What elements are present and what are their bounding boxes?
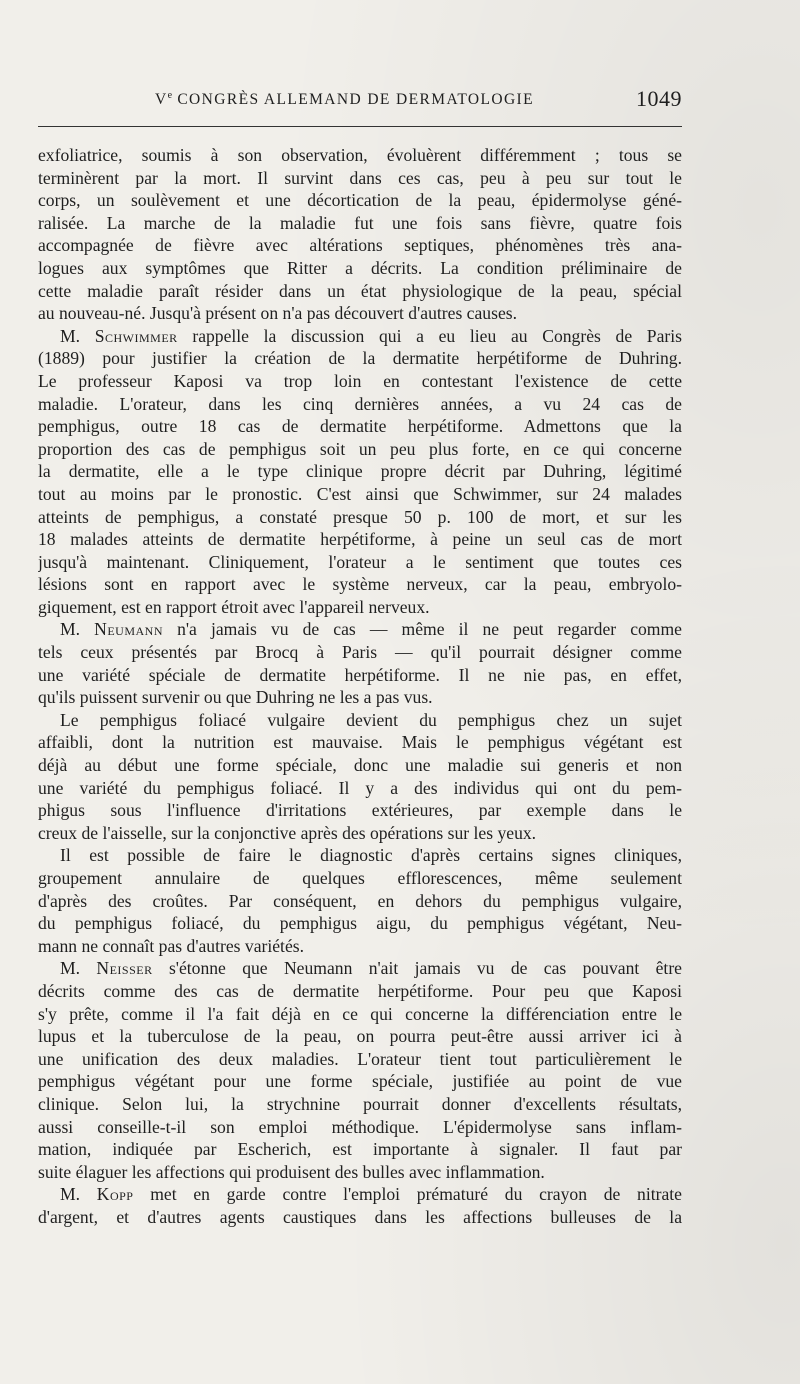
line-rest: rappelle la discussion qui a eu lieu au Congrès de Paris bbox=[177, 325, 682, 346]
text-line: (1889) pour justifier la création de la dermatite herpétiforme de Duhring. bbox=[38, 348, 682, 369]
text-line bbox=[38, 1183, 682, 1206]
text-line: qu'ils puissent survenir ou que Duhring ne les a pas vus. bbox=[38, 687, 433, 708]
text-line: mation, indiquée par Escherich, est importante à signaler. Il faut par bbox=[38, 1139, 682, 1160]
text-line: lésions sont en rapport avec le système nerveux, car la peau, embryolo- bbox=[38, 574, 682, 595]
body-text bbox=[38, 144, 682, 1229]
line-prefix: M. bbox=[60, 619, 95, 640]
text-line: groupement annulaire de quelques efflorescences, même seulement bbox=[38, 868, 682, 888]
header-rule bbox=[38, 126, 682, 127]
text-line: Le pemphigus foliacé vulgaire devient du pemphigus chez un sujet bbox=[60, 709, 682, 730]
text-line: corps, un soulèvement et une décortication de la peau, épidermolyse géné- bbox=[38, 190, 682, 211]
text-line: suite élaguer les affections qui produisent des bulles avec inflammation. bbox=[38, 1161, 545, 1182]
text-line: s'y prête, comme il l'a fait déjà en ce qui concerne la différenciation entre le bbox=[38, 1003, 682, 1024]
text-line bbox=[38, 618, 682, 641]
text-line: une unification des deux maladies. L'orateur tient tout particulièrement le bbox=[38, 1048, 682, 1069]
text-line: proportion des cas de pemphigus soit un peu plus forte, en ce qui concerne bbox=[38, 438, 682, 459]
running-title bbox=[155, 90, 534, 109]
text-line: 18 malades atteints de dermatite herpétiforme, à peine un seul cas de mort bbox=[38, 529, 682, 550]
text-line: affaibli, dont la nutrition est mauvaise. Mais le pemphigus végétant est bbox=[38, 732, 682, 753]
text-line: ralisée. La marche de la maladie fut une fois sans fièvre, quatre fois bbox=[38, 212, 682, 233]
text-line: la dermatite, elle a le type clinique propre décrit par Duhring, légitimé bbox=[38, 461, 682, 482]
text-line: creux de l'aisselle, sur la conjonctive après des opérations sur les yeux. bbox=[38, 822, 537, 843]
book-page bbox=[38, 78, 682, 1227]
line-prefix: M. bbox=[60, 325, 95, 346]
title-prefix: V bbox=[155, 91, 168, 109]
text-line: au nouveau-né. Jusqu'à présent on n'a pas découvert d'autres causes. bbox=[38, 303, 518, 324]
text-line: exfoliatrice, soumis à son observation, évoluèrent différemment ; tous se bbox=[38, 145, 682, 165]
text-line: Il est possible de faire le diagnostic d'après certains signes cliniques, bbox=[60, 845, 682, 866]
speaker-name: Neisser bbox=[96, 958, 153, 979]
line-rest: n'a jamais vu de cas — même il ne peut regarder comme bbox=[163, 619, 682, 640]
text-line: logues aux symptômes que Ritter a décrits. La condition préliminaire de bbox=[38, 257, 682, 278]
text-line: une variété spéciale de dermatite herpétiforme. Il ne nie pas, en effet, bbox=[38, 664, 682, 685]
text-line: jusqu'à maintenant. Cliniquement, l'orateur a le sentiment que toutes ces bbox=[38, 551, 682, 572]
title-text: CONGRÈS ALLEMAND DE DERMATOLOGIE bbox=[172, 91, 534, 109]
line-rest: met en garde contre l'emploi prématuré du crayon de nitrate bbox=[133, 1184, 682, 1205]
text-line: phigus sous l'influence d'irritations extérieures, par exemple dans le bbox=[38, 800, 682, 821]
text-line: une variété du pemphigus foliacé. Il y a des individus qui ont du pem- bbox=[38, 777, 682, 798]
text-line bbox=[38, 325, 682, 348]
text-line: déjà au début une forme spéciale, donc une maladie sui generis et non bbox=[38, 755, 682, 776]
text-line: maladie. L'orateur, dans les cinq dernières années, a vu 24 cas de bbox=[38, 393, 682, 414]
text-line: giquement, est en rapport étroit avec l'appareil nerveux. bbox=[38, 596, 430, 617]
speaker-name: Schwimmer bbox=[94, 325, 178, 346]
text-line bbox=[38, 957, 682, 980]
line-prefix: M. bbox=[60, 958, 97, 979]
speaker-name: Neumann bbox=[94, 619, 163, 640]
text-line: décrits comme des cas de dermatite herpétiforme. Pour peu que Kaposi bbox=[38, 980, 682, 1001]
text-line: terminèrent par la mort. Il survint dans ces cas, peu à peu sur tout le bbox=[38, 167, 682, 188]
page-number: 1049 bbox=[636, 86, 682, 111]
text-line: tels ceux présentés par Brocq à Paris — qu'il pourrait désigner comme bbox=[38, 642, 682, 663]
running-head bbox=[38, 78, 682, 122]
text-line: atteints de pemphigus, a constaté presque 50 p. 100 de mort, et sur les bbox=[38, 506, 682, 527]
text-line: cette maladie paraît résider dans un état physiologique de la peau, spécial bbox=[38, 280, 682, 301]
text-line: aussi conseille-t-il son emploi méthodique. L'épidermolyse sans inflam- bbox=[38, 1116, 682, 1137]
speaker-name: Kopp bbox=[96, 1184, 134, 1205]
text-line: Le professeur Kaposi va trop loin en contestant l'existence de cette bbox=[38, 370, 682, 391]
text-line: du pemphigus foliacé, du pemphigus aigu, du pemphigus végétant, Neu- bbox=[38, 913, 682, 934]
text-line: tout au moins par le pronostic. C'est ainsi que Schwimmer, sur 24 malades bbox=[38, 483, 682, 504]
text-line: clinique. Selon lui, la strychnine pourrait donner d'excellents résultats, bbox=[38, 1093, 682, 1114]
line-prefix: M. bbox=[60, 1184, 97, 1205]
text-line: pemphigus, outre 18 cas de dermatite herpétiforme. Admettons que la bbox=[38, 416, 682, 437]
text-line: mann ne connaît pas d'autres variétés. bbox=[38, 935, 305, 956]
text-line: d'argent, et d'autres agents caustiques dans les affections bulleuses de la bbox=[38, 1206, 682, 1227]
text-line: d'après des croûtes. Par conséquent, en dehors du pemphigus vulgaire, bbox=[38, 890, 682, 911]
text-line: lupus et la tuberculose de la peau, on pourra peut-être aussi arriver ici à bbox=[38, 1026, 682, 1047]
text-line: accompagnée de fièvre avec altérations septiques, phénomènes très ana- bbox=[38, 235, 682, 256]
title-superscript: e bbox=[167, 90, 173, 101]
line-rest: s'étonne que Neumann n'ait jamais vu de cas pouvant être bbox=[152, 958, 682, 979]
text-line: pemphigus végétant pour une forme spéciale, justifiée au point de vue bbox=[38, 1071, 682, 1092]
